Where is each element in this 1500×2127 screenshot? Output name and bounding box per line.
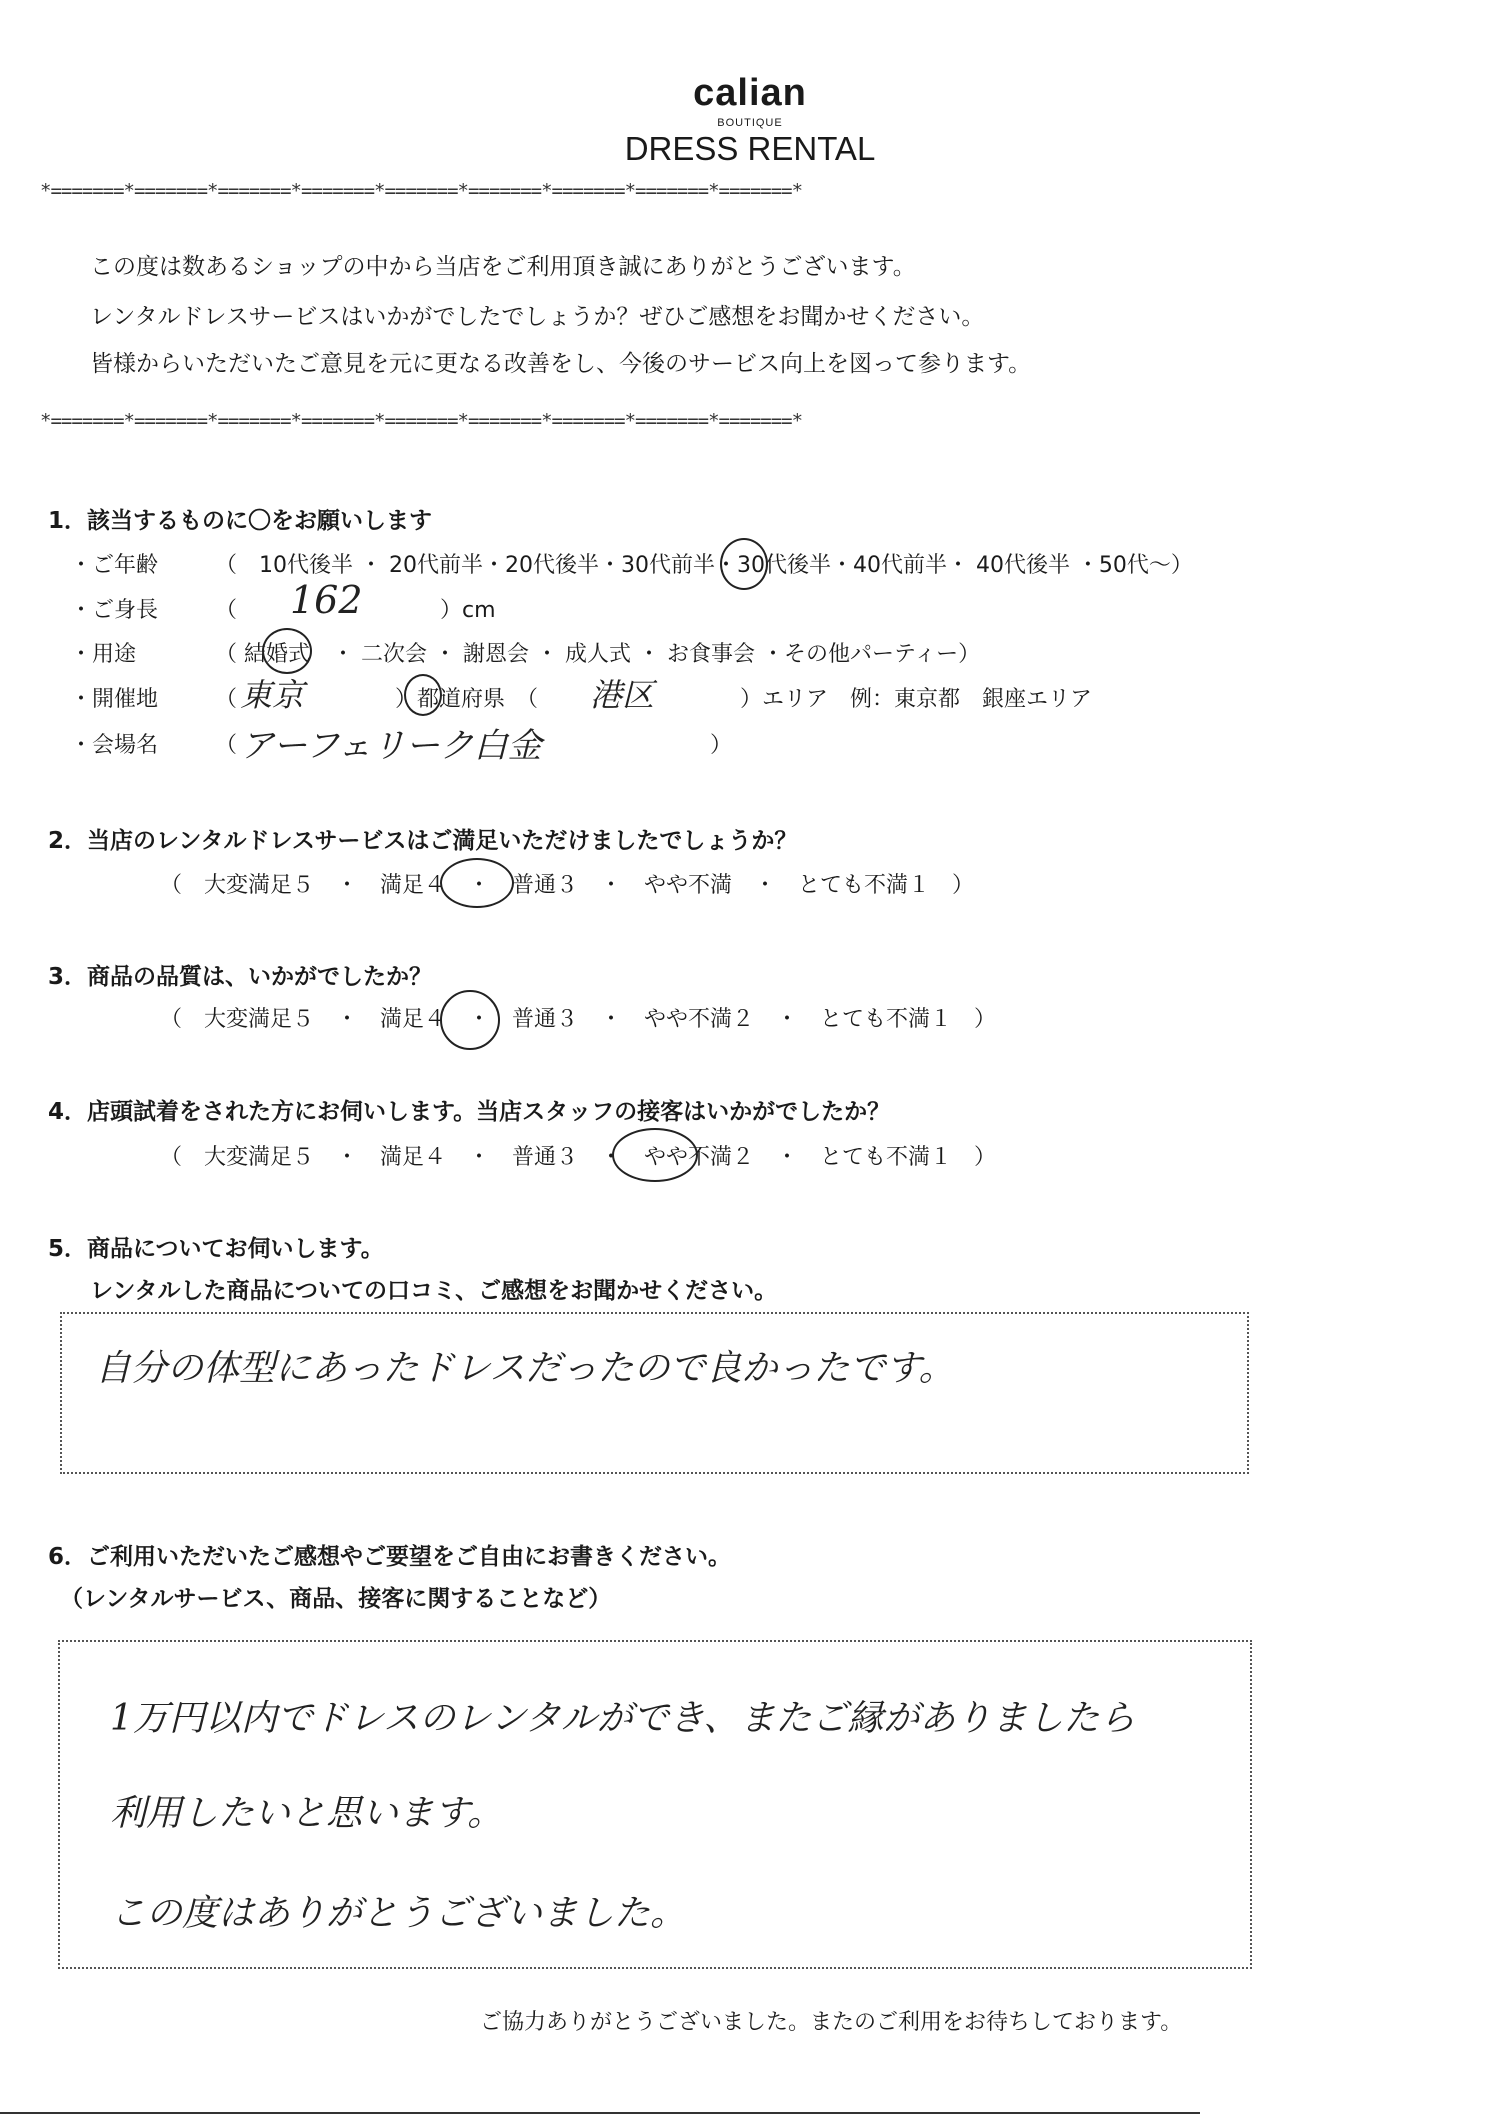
height-unit: ）cm	[440, 598, 496, 623]
location-area-label: ）エリア 例：東京都 銀座エリア	[740, 687, 1093, 712]
location-prefecture-value[interactable]: 東京	[240, 676, 305, 714]
divider-middle: *=======*=======*=======*=======*=======*=======*=======*=======*=======*	[40, 410, 803, 432]
question-5-answer-box[interactable]	[60, 1312, 1249, 1474]
location-area-value[interactable]: 港区	[590, 676, 655, 714]
question-3-title: 3．商品の品質は、いかがでしたか？	[48, 964, 433, 990]
intro-line-2: レンタルドレスサービスはいかがでしたでしょうか？ぜひご感想をお聞かせください。	[90, 304, 985, 330]
location-label: ・開催地	[70, 687, 159, 712]
age-label: ・ご年齢	[70, 553, 159, 578]
question-2-selected-mark	[440, 858, 514, 908]
venue-open: （	[215, 733, 238, 758]
purpose-label: ・用途	[70, 642, 137, 667]
prefecture-selected-mark	[404, 674, 442, 716]
question-3-selected-mark	[440, 990, 500, 1050]
height-value[interactable]: 162	[290, 578, 363, 622]
venue-label: ・会場名	[70, 733, 159, 758]
intro-line-3: 皆様からいただいたご意見を元に更なる改善をし、今後のサービス向上を図って参ります。	[90, 351, 1032, 377]
question-1-title: 1．該当するものに〇をお願いします	[48, 508, 433, 534]
page-title: DRESS RENTAL	[624, 130, 876, 167]
height-paren: （	[215, 598, 238, 623]
divider-top: *=======*=======*=======*=======*=======*=======*=======*=======*=======*	[40, 180, 803, 202]
question-6-answer-line-2: 利用したいと思います。	[110, 1793, 504, 1834]
question-3-options: （ 大変満足５ ・ 満足４ ・ 普通３ ・ やや不満２ ・ とても不満１ ）	[160, 1007, 997, 1032]
question-2-title: 2．当店のレンタルドレスサービスはご満足いただけましたでしょうか？	[48, 828, 798, 854]
question-6-answer-line-1: 1万円以内でドレスのレンタルができ、またご縁がありましたら	[110, 1698, 1136, 1739]
brand-sub: BOUTIQUE	[717, 117, 783, 129]
footer-thanks: ご協力ありがとうございました。またのご利用をお待ちしております。	[480, 2010, 1183, 2035]
brand-logo: calian	[693, 72, 807, 114]
purpose-options: （ 結婚式 ・ 二次会 ・ 謝恩会 ・ 成人式 ・ お食事会 ・その他パーティー）	[215, 642, 981, 667]
question-4-selected-mark	[612, 1128, 698, 1182]
question-6-title: 6．ご利用いただいたご感想やご要望をご自由にお書きください。	[48, 1544, 732, 1570]
question-5-title: 5．商品についてお伺いします。	[48, 1236, 384, 1262]
age-options: （ 10代後半 ・ 20代前半・20代後半・30代前半・30代後半・40代前半・ 40代後半 ・50代～）	[215, 553, 1193, 578]
intro-line-1: この度は数あるショップの中から当店をご利用頂き誠にありがとうございます。	[90, 254, 916, 280]
height-label: ・ご身長	[70, 598, 159, 623]
question-6-subtitle: （レンタルサービス、商品、接客に関することなど）	[60, 1586, 612, 1612]
question-5-subtitle: レンタルした商品についての口コミ、ご感想をお聞かせください。	[90, 1278, 778, 1304]
question-6-answer-line-3: この度はありがとうございました。	[110, 1893, 687, 1934]
location-prefecture-label: ）都道府県 （	[395, 687, 539, 712]
question-2-options: （ 大変満足５ ・ 満足４ ・ 普通３ ・ やや不満 ・ とても不満１ ）	[160, 873, 975, 898]
question-4-options: （ 大変満足５ ・ 満足４ ・ 普通３ ・ やや不満２ ・ とても不満１ ）	[160, 1145, 997, 1170]
age-selected-mark	[720, 538, 768, 590]
question-5-answer: 自分の体型にあったドレスだったので良かったです。	[95, 1348, 955, 1389]
scan-edge-line	[0, 2112, 1200, 2114]
location-open: （	[215, 687, 238, 712]
question-4-title: 4．店頭試着をされた方にお伺いします。当店スタッフの接客はいかがでしたか？	[48, 1099, 891, 1125]
venue-value[interactable]: アーフェリーク白金	[240, 726, 542, 766]
venue-close: ）	[710, 733, 733, 758]
purpose-selected-mark	[262, 628, 312, 674]
